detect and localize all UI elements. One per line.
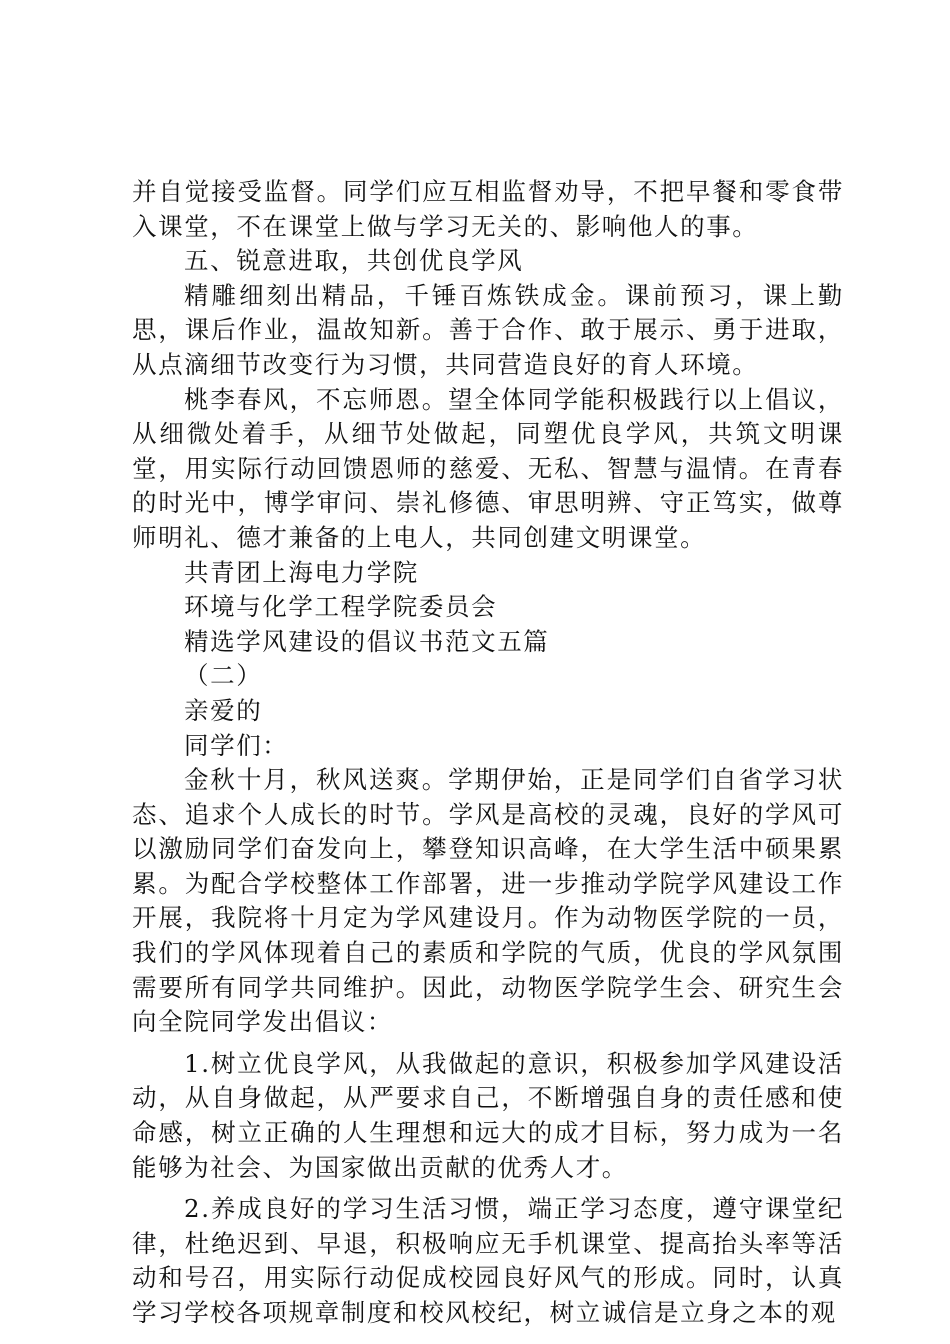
paragraph-study-habits: 精雕细刻出精品，千锤百炼铁成金。课前预习，课上勤思，课后作业，温故知新。善于合作、敢于展示、勇于进取，从点滴细节改变行为习惯，共同营造良好的育人环境。 [132,280,844,379]
signature-committee: 环境与化学工程学院委员会 [184,592,498,622]
salutation-line-2: 同学们： [184,730,289,760]
salutation-line-1: 亲爱的 [184,695,263,725]
article-number: （二） [184,661,263,691]
paragraph-intro: 金秋十月，秋风送爽。学期伊始，正是同学们自省学习状态、追求个人成长的时节。学风是高校的灵魂，良好的学风可以激励同学们奋发向上，攀登知识高峰，在大学生活中硕果累累。为配合学校整体工作部署，进一步推动学院学风建设工作开展，我院将十月定为学风建设月。作为动物医学院的一员，我们的学风体现着自己的素质和学院的气质，优良的学风氛围需要所有同学共同维护。因此，动物医学院学生会、研究生会向全院同学发出倡议： [132,765,844,1037]
paragraph-closing-appeal: 桃李春风，不忘师恩。望全体同学能积极践行以上倡议，从细微处着手，从细节处做起，同塑优良学风，共筑文明课堂，用实际行动回馈恩师的慈爱、无私、智慧与温情。在青春的时光中，博学审问、崇礼修德、审思明辨、守正笃实，做尊师明礼、德才兼备的上电人，共同创建文明课堂。 [132,384,844,552]
signature-organization: 共青团上海电力学院 [184,557,419,587]
proposal-item-1: 1.树立优良学风，从我做起的意识，积极参加学风建设活动，从自身做起，从严要求自己，不断增强自身的责任感和使命感，树立正确的人生理想和远大的成才目标，努力成为一名能够为社会、为国家做出贡献的优秀人才。 [132,1048,844,1182]
paragraph-continuation: 并自觉接受监督。同学们应互相监督劝导，不把早餐和零食带入课堂，不在课堂上做与学习无关的、影响他人的事。 [132,177,844,241]
proposal-item-2: 2.养成良好的学习生活习惯，端正学习态度，遵守课堂纪律，杜绝迟到、早退，积极响应无手机课堂、提高抬头率等活动和号召，用实际行动促成校园良好风气的形成。同时，认真学习学校各项规章制度和校风校纪，树立诚信是立身之本的观 [132,1194,844,1327]
article-title: 精选学风建设的倡议书范文五篇 [184,626,550,656]
document-body [132,175,844,1331]
section-heading-five: 五、锐意进取，共创优良学风 [184,246,524,276]
